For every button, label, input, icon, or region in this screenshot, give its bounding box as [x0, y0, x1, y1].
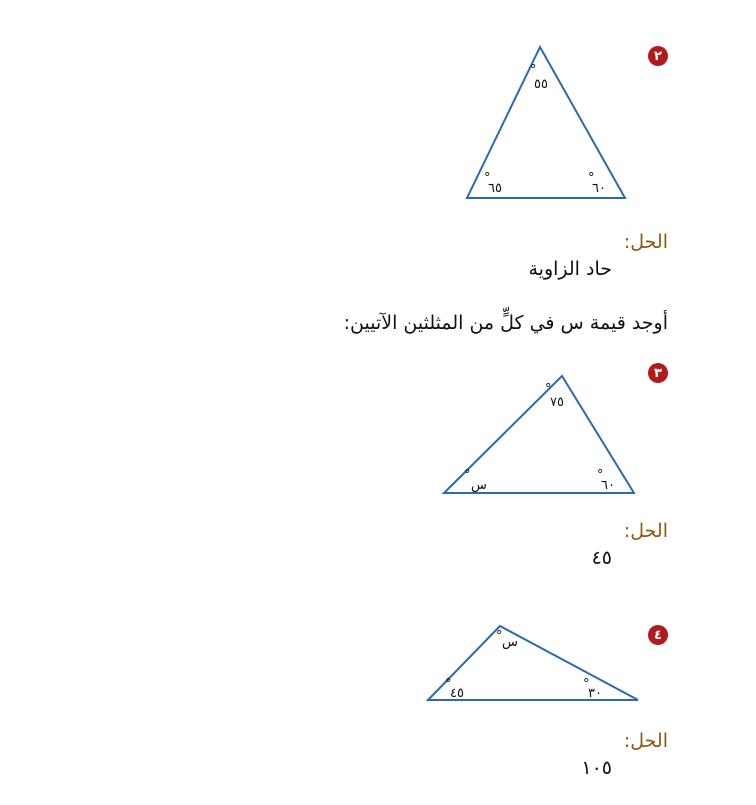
problem-number-badge [648, 625, 668, 645]
solution-label: الحل: [623, 231, 668, 253]
degree-mark: ° [545, 382, 552, 397]
question-prompt: أوجد قيمة س في كلٍّ من المثلثين الآتيين: [343, 312, 668, 334]
solution-answer: ١٠٥ [581, 757, 612, 779]
degree-mark: ° [496, 629, 503, 644]
problem-number: ٤ [654, 627, 662, 643]
degree-mark: ° [445, 677, 452, 692]
solution-label: الحل: [623, 520, 668, 542]
angle-label-right: ٦٠ [601, 478, 615, 493]
degree-mark: ° [484, 171, 491, 186]
angle-label-top: س [502, 635, 518, 650]
degree-mark: ° [597, 468, 604, 483]
problem-number: ٣ [654, 365, 662, 381]
problem-number: ٢ [654, 48, 662, 64]
triangle-problem-3 [444, 376, 634, 493]
angle-label-top: ٧٥ [550, 395, 564, 410]
degree-mark: ° [530, 63, 537, 78]
solution-answer: ٤٥ [591, 547, 612, 569]
angle-label-left: س [471, 478, 487, 493]
angle-label-top: ٥٥ [534, 77, 548, 92]
problem-number-badge [648, 363, 668, 383]
angle-label-right: ٦٠ [592, 181, 606, 196]
triangle-shape [467, 47, 625, 198]
angle-label-left: ٦٥ [488, 181, 502, 196]
angle-label-right: ٣٠ [588, 686, 602, 701]
triangle-shape [444, 376, 634, 493]
triangle-problem-4 [428, 626, 638, 701]
solution-answer: حاد الزاوية [528, 258, 612, 280]
degree-mark: ° [464, 468, 471, 483]
triangle-problem-2 [467, 47, 625, 198]
angle-label-left: ٤٥ [450, 686, 464, 701]
degree-mark: ° [583, 677, 590, 692]
degree-mark: ° [588, 171, 595, 186]
solution-label: الحل: [623, 730, 668, 752]
